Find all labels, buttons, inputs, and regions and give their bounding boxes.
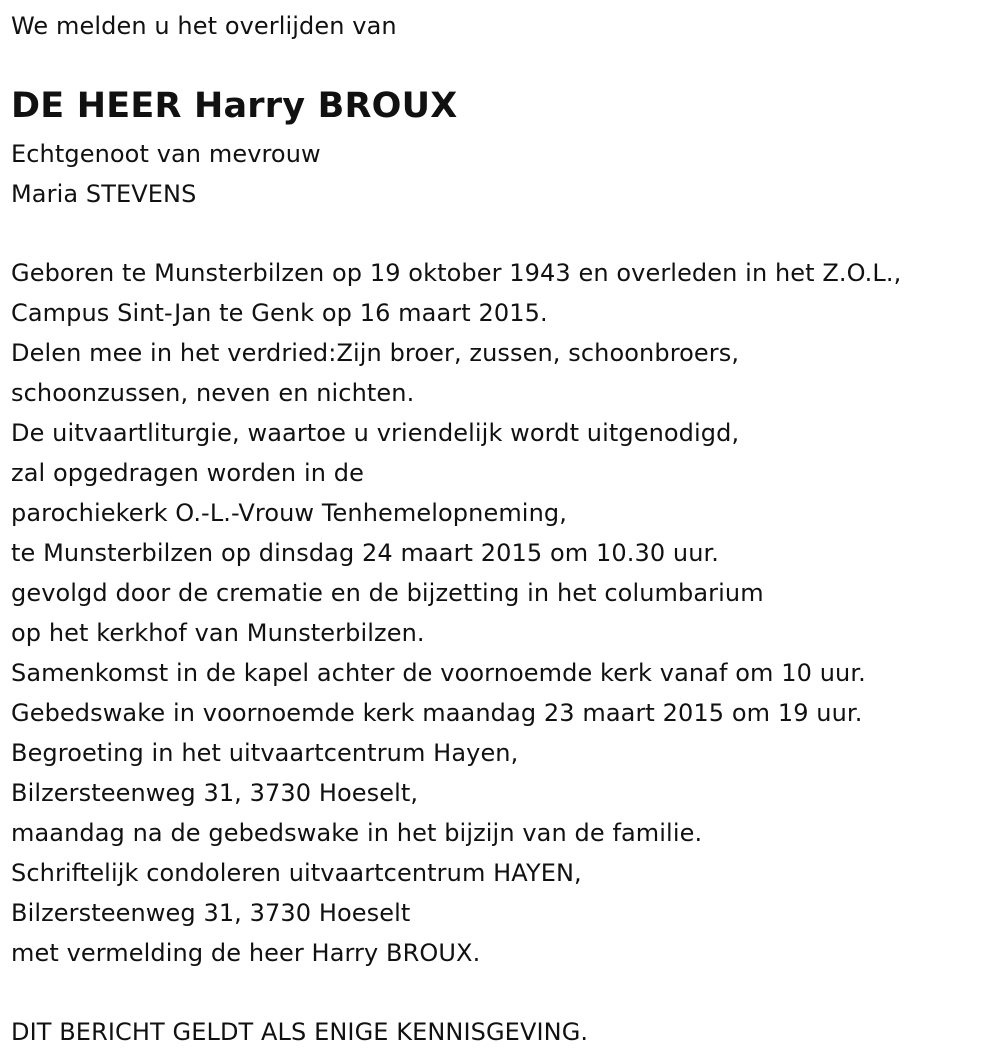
intro-text: We melden u het overlijden van xyxy=(11,12,397,40)
body-line: te Munsterbilzen op dinsdag 24 maart 2015 om 10.30 uur. xyxy=(11,539,720,567)
spouse-line: Echtgenoot van mevrouw xyxy=(11,140,321,168)
body-line: Schriftelijk condoleren uitvaartcentrum HAYEN, xyxy=(11,859,582,887)
body-line: zal opgedragen worden in de xyxy=(11,459,364,487)
body-line: gevolgd door de crematie en de bijzetting in het columbarium xyxy=(11,579,764,607)
body-line: op het kerkhof van Munsterbilzen. xyxy=(11,619,425,647)
body-line: parochiekerk O.-L.-Vrouw Tenhemelopneming, xyxy=(11,499,567,527)
body-line: Begroeting in het uitvaartcentrum Hayen, xyxy=(11,739,519,767)
body-line: Geboren te Munsterbilzen op 19 oktober 1943 en overleden in het Z.O.L., xyxy=(11,259,902,287)
body-line: met vermelding de heer Harry BROUX. xyxy=(11,939,481,967)
body-line: Delen mee in het verdried:Zijn broer, zussen, schoonbroers, xyxy=(11,339,740,367)
spouse-line: Maria STEVENS xyxy=(11,180,197,208)
closing-statement: DIT BERICHT GELDT ALS ENIGE KENNISGEVING. xyxy=(11,1018,589,1046)
body-line: Campus Sint-Jan te Genk op 16 maart 2015. xyxy=(11,299,548,327)
body-line: schoonzussen, neven en nichten. xyxy=(11,379,415,407)
body-line: Gebedswake in voornoemde kerk maandag 23 maart 2015 om 19 uur. xyxy=(11,699,863,727)
body-line: maandag na de gebedswake in het bijzijn van de familie. xyxy=(11,819,703,847)
notice-body xyxy=(11,253,901,973)
deceased-name: DE HEER Harry BROUX xyxy=(11,86,458,126)
body-line: Bilzersteenweg 31, 3730 Hoeselt, xyxy=(11,779,419,807)
body-line: De uitvaartliturgie, waartoe u vriendelijk wordt uitgenodigd, xyxy=(11,419,740,447)
body-line: Samenkomst in de kapel achter de voornoemde kerk vanaf om 10 uur. xyxy=(11,659,866,687)
body-line: Bilzersteenweg 31, 3730 Hoeselt xyxy=(11,899,411,927)
spouse-section xyxy=(11,134,321,214)
